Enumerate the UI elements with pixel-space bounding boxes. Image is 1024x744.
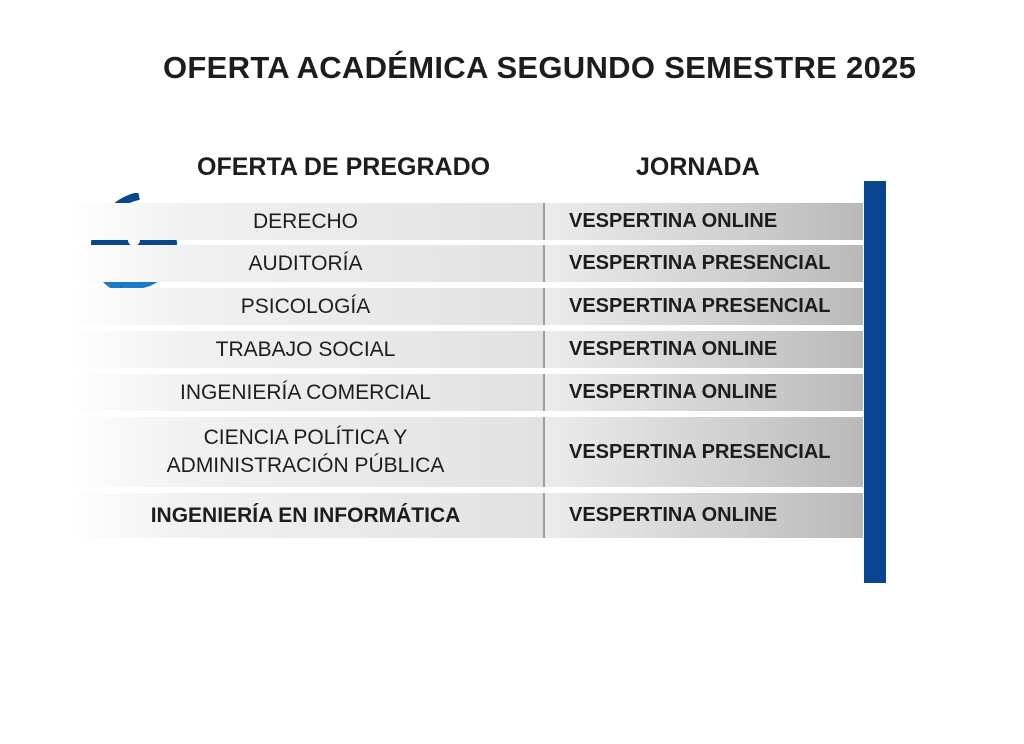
schedule-value: VESPERTINA ONLINE bbox=[545, 493, 863, 538]
program-name: PSICOLOGÍA bbox=[68, 288, 543, 325]
table-row bbox=[68, 374, 863, 411]
program-name: INGENIERÍA EN INFORMÁTICA bbox=[68, 493, 543, 538]
program-name-line2: ADMINISTRACIÓN PÚBLICA bbox=[166, 454, 445, 477]
table-row bbox=[68, 493, 863, 538]
schedule-value: VESPERTINA ONLINE bbox=[545, 331, 863, 368]
accent-bar bbox=[864, 181, 886, 583]
table-row bbox=[68, 417, 863, 487]
program-name: INGENIERÍA COMERCIAL bbox=[68, 374, 543, 411]
program-name bbox=[68, 417, 543, 487]
program-column-header: OFERTA DE PREGRADO bbox=[197, 153, 491, 181]
schedule-value: VESPERTINA ONLINE bbox=[545, 374, 863, 411]
program-name-line1: CIENCIA POLÍTICA Y bbox=[203, 426, 408, 449]
page-title: OFERTA ACADÉMICA SEGUNDO SEMESTRE 2025 bbox=[163, 50, 917, 85]
table-row bbox=[68, 203, 863, 240]
table-row bbox=[68, 245, 863, 282]
table-row bbox=[68, 288, 863, 325]
schedule-value: VESPERTINA ONLINE bbox=[545, 203, 863, 240]
schedule-column-header: JORNADA bbox=[636, 153, 760, 181]
program-name: DERECHO bbox=[68, 203, 543, 240]
schedule-value: VESPERTINA PRESENCIAL bbox=[545, 245, 863, 282]
program-name: TRABAJO SOCIAL bbox=[68, 331, 543, 368]
schedule-value: VESPERTINA PRESENCIAL bbox=[545, 417, 863, 487]
program-name: AUDITORÍA bbox=[68, 245, 543, 282]
schedule-value: VESPERTINA PRESENCIAL bbox=[545, 288, 863, 325]
table-row bbox=[68, 331, 863, 368]
